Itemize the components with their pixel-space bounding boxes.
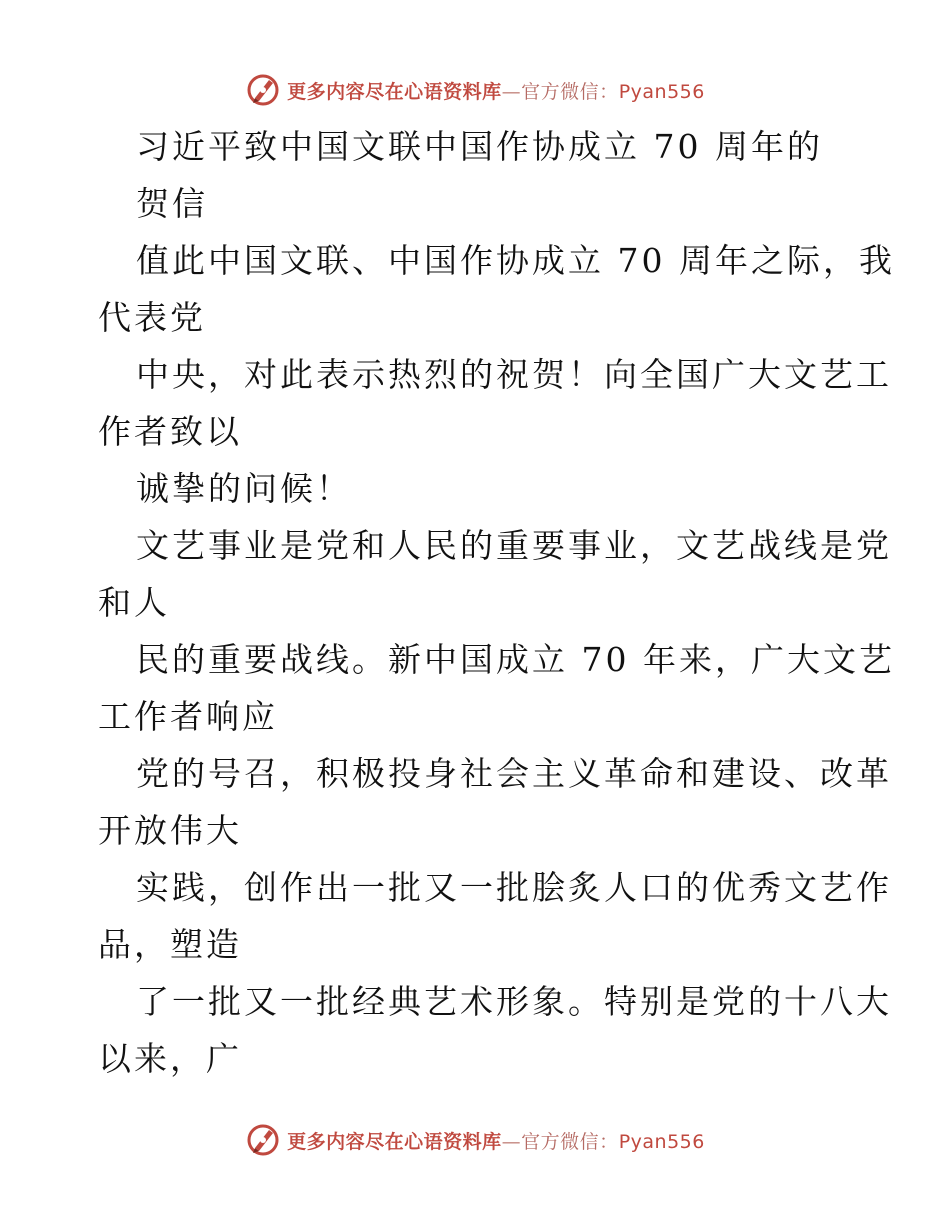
watermark-wechat-label: 官方微信： — [521, 1130, 619, 1153]
watermark-text — [287, 1127, 705, 1154]
watermark-separator: — — [501, 80, 522, 103]
document-line: 以来，广 — [98, 1039, 242, 1078]
footer-watermark — [0, 1120, 950, 1160]
document-line: 和人 — [98, 583, 170, 622]
watermark-text — [287, 77, 705, 104]
document-line: 开放伟大 — [98, 811, 242, 850]
document-line: 党的号召，积极投身社会主义革命和建设、改革 — [136, 754, 892, 793]
watermark-wechat-label: 官方微信： — [521, 80, 619, 103]
pen-circle-logo-icon — [245, 1122, 281, 1158]
document-line: 了一批又一批经典艺术形象。特别是党的十八大 — [136, 982, 892, 1021]
document-line: 习近平致中国文联中国作协成立 70 周年的 — [136, 127, 823, 166]
document-line: 工作者响应 — [98, 697, 278, 736]
document-line: 作者致以 — [98, 412, 242, 451]
document-line: 品，塑造 — [98, 925, 242, 964]
document-line: 值此中国文联、中国作协成立 70 周年之际，我 — [136, 241, 895, 280]
document-body — [98, 118, 895, 1087]
watermark-main-text: 更多内容尽在心语资料库 — [287, 1130, 502, 1153]
watermark-wechat-id: Pyan556 — [618, 80, 705, 103]
header-watermark — [0, 70, 950, 110]
document-line: 民的重要战线。新中国成立 70 年来，广大文艺 — [136, 640, 895, 679]
document-line: 诚挚的问候！ — [136, 469, 352, 508]
document-line: 中央，对此表示热烈的祝贺！向全国广大文艺工 — [136, 355, 892, 394]
document-line: 代表党 — [98, 298, 206, 337]
document-line: 贺信 — [136, 184, 208, 223]
document-line: 实践，创作出一批又一批脍炙人口的优秀文艺作 — [136, 868, 892, 907]
watermark-wechat-id: Pyan556 — [618, 1130, 705, 1153]
watermark-main-text: 更多内容尽在心语资料库 — [287, 80, 502, 103]
document-line: 文艺事业是党和人民的重要事业，文艺战线是党 — [136, 526, 892, 565]
watermark-separator: — — [501, 1130, 522, 1153]
pen-circle-logo-icon — [245, 72, 281, 108]
